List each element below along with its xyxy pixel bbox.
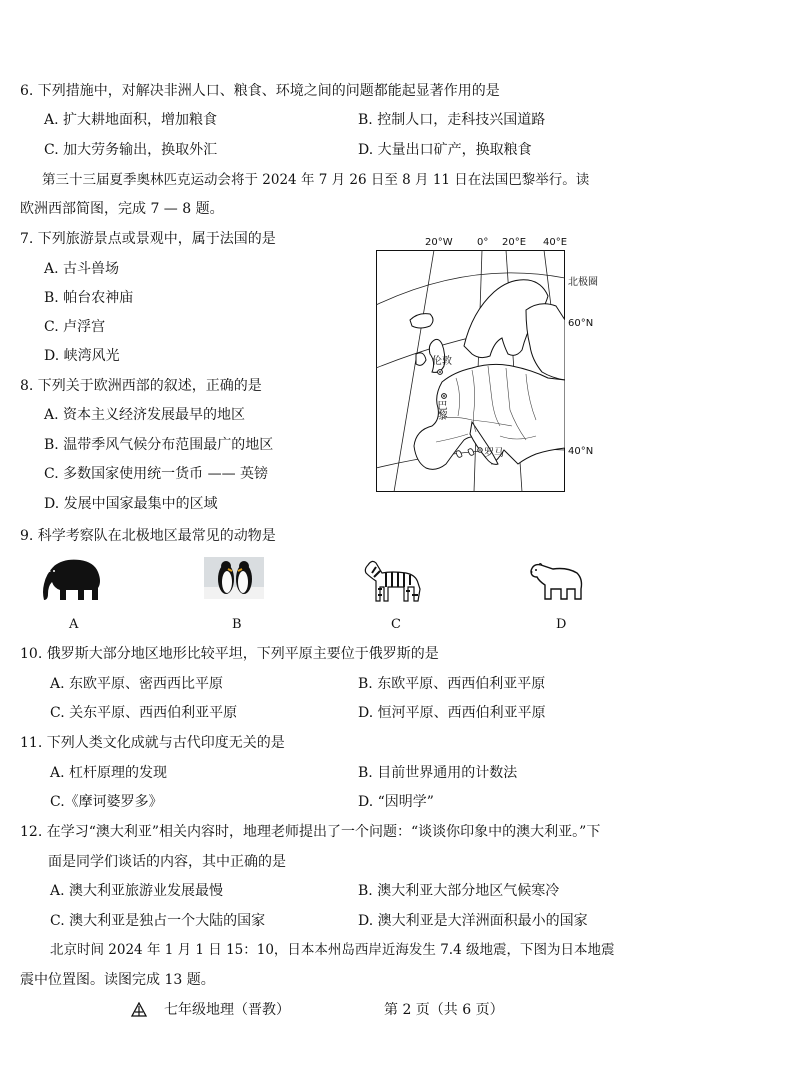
intro-13-line2: 震中位置图。读图完成 13 题。	[20, 972, 215, 988]
q12-option-a: A. 澳大利亚旅游业发展最慢	[50, 883, 224, 899]
q11-option-c: C.《摩诃婆罗多》	[50, 794, 163, 810]
q6-option-b: B. 控制人口，走科技兴国道路	[358, 112, 546, 128]
q7-option-d: D. 峡湾风光	[44, 348, 120, 364]
q6-stem: 6. 下列措施中，对解决非洲人口、粮食、环境之间的问题都能起显著作用的是	[20, 83, 500, 99]
q8-option-d: D. 发展中国家最集中的区域	[44, 496, 218, 512]
map-paris-label: 巴黎	[435, 400, 446, 420]
elephant-icon	[40, 556, 106, 602]
polar-bear-icon	[527, 557, 585, 601]
q7-option-a: A. 古斗兽场	[44, 261, 120, 277]
q6-option-a: A. 扩大耕地面积，增加粮食	[44, 112, 218, 128]
q11-stem: 11. 下列人类文化成就与古代印度无关的是	[20, 735, 285, 751]
q12-stem-line1: 12. 在学习“澳大利亚”相关内容时，地理老师提出了一个问题：“谈谈你印象中的澳大利亚。”下	[20, 824, 601, 840]
western-europe-map	[376, 250, 598, 492]
q6-option-d: D. 大量出口矿产，换取粮食	[358, 142, 532, 158]
q12-stem-line2: 面是同学们谈话的内容，其中正确的是	[48, 854, 286, 870]
q7-stem: 7. 下列旅游景点或景观中，属于法国的是	[20, 231, 276, 247]
q10-option-c: C. 关东平原、西西伯利亚平原	[50, 705, 238, 721]
q9-caption-a: A	[69, 617, 79, 632]
q7-option-b: B. 帕台农神庙	[44, 290, 134, 306]
map-london-label: 伦敦	[432, 356, 452, 367]
map-arctic-circle-label: 北极圈	[568, 277, 598, 288]
q8-option-b: B. 温带季风气候分布范围最广的地区	[44, 437, 274, 453]
map-lon-40e: 40°E	[543, 237, 568, 248]
q8-option-c: C. 多数国家使用统一货币 —— 英镑	[44, 466, 269, 482]
q10-option-b: B. 东欧平原、西西伯利亚平原	[358, 676, 546, 692]
map-lon-20w: 20°W	[425, 237, 453, 248]
q12-option-b: B. 澳大利亚大部分地区气候寒冷	[358, 883, 560, 899]
q8-option-a: A. 资本主义经济发展最早的地区	[44, 407, 246, 423]
q11-option-a: A. 杠杆原理的发现	[50, 765, 168, 781]
map-lon-20e: 20°E	[502, 237, 527, 248]
q11-option-b: B. 目前世界通用的计数法	[358, 765, 518, 781]
zebra-icon	[362, 557, 424, 603]
footer-subject: 七年级地理（晋教）	[164, 1002, 290, 1018]
penguin-icon	[204, 557, 264, 599]
intro-13-line1: 北京时间 2024 年 1 月 1 日 15：10，日本本州岛西岸近海发生 7.4 级地震，下图为日本地震	[50, 942, 615, 958]
q10-option-d: D. 恒河平原、西西伯利亚平原	[358, 705, 546, 721]
q10-stem: 10. 俄罗斯大部分地区地形比较平坦，下列平原主要位于俄罗斯的是	[20, 646, 439, 662]
q6-option-c: C. 加大劳务输出，换取外汇	[44, 142, 218, 158]
map-rome-label: 罗马	[484, 448, 504, 459]
q7-option-c: C. 卢浮宫	[44, 319, 106, 335]
q8-stem: 8. 下列关于欧洲西部的叙述，正确的是	[20, 378, 262, 394]
footer-logo-icon	[130, 1002, 148, 1023]
map-lat-40n-label: 40°N	[568, 446, 594, 457]
footer-page-number: 第 2 页（共 6 页）	[384, 1002, 504, 1018]
q9-stem: 9. 科学考察队在北极地区最常见的动物是	[20, 528, 276, 544]
q12-option-d: D. 澳大利亚是大洋洲面积最小的国家	[358, 913, 588, 929]
map-lon-0: 0°	[477, 237, 489, 248]
q10-option-a: A. 东欧平原、密西西比平原	[50, 676, 224, 692]
q9-caption-b: B	[232, 617, 242, 632]
map-lat-60n-label: 60°N	[568, 318, 594, 329]
intro-7-8-line2: 欧洲西部简图，完成 7 — 8 题。	[20, 201, 224, 217]
q9-caption-c: C	[391, 617, 401, 632]
intro-7-8-line1: 第三十三届夏季奥林匹克运动会将于 2024 年 7 月 26 日至 8 月 11 日在法国巴黎举行。读	[42, 172, 590, 188]
q12-option-c: C. 澳大利亚是独占一个大陆的国家	[50, 913, 266, 929]
q11-option-d: D. “因明学”	[358, 794, 434, 810]
q9-caption-d: D	[556, 617, 567, 632]
map-graphic	[376, 250, 565, 492]
